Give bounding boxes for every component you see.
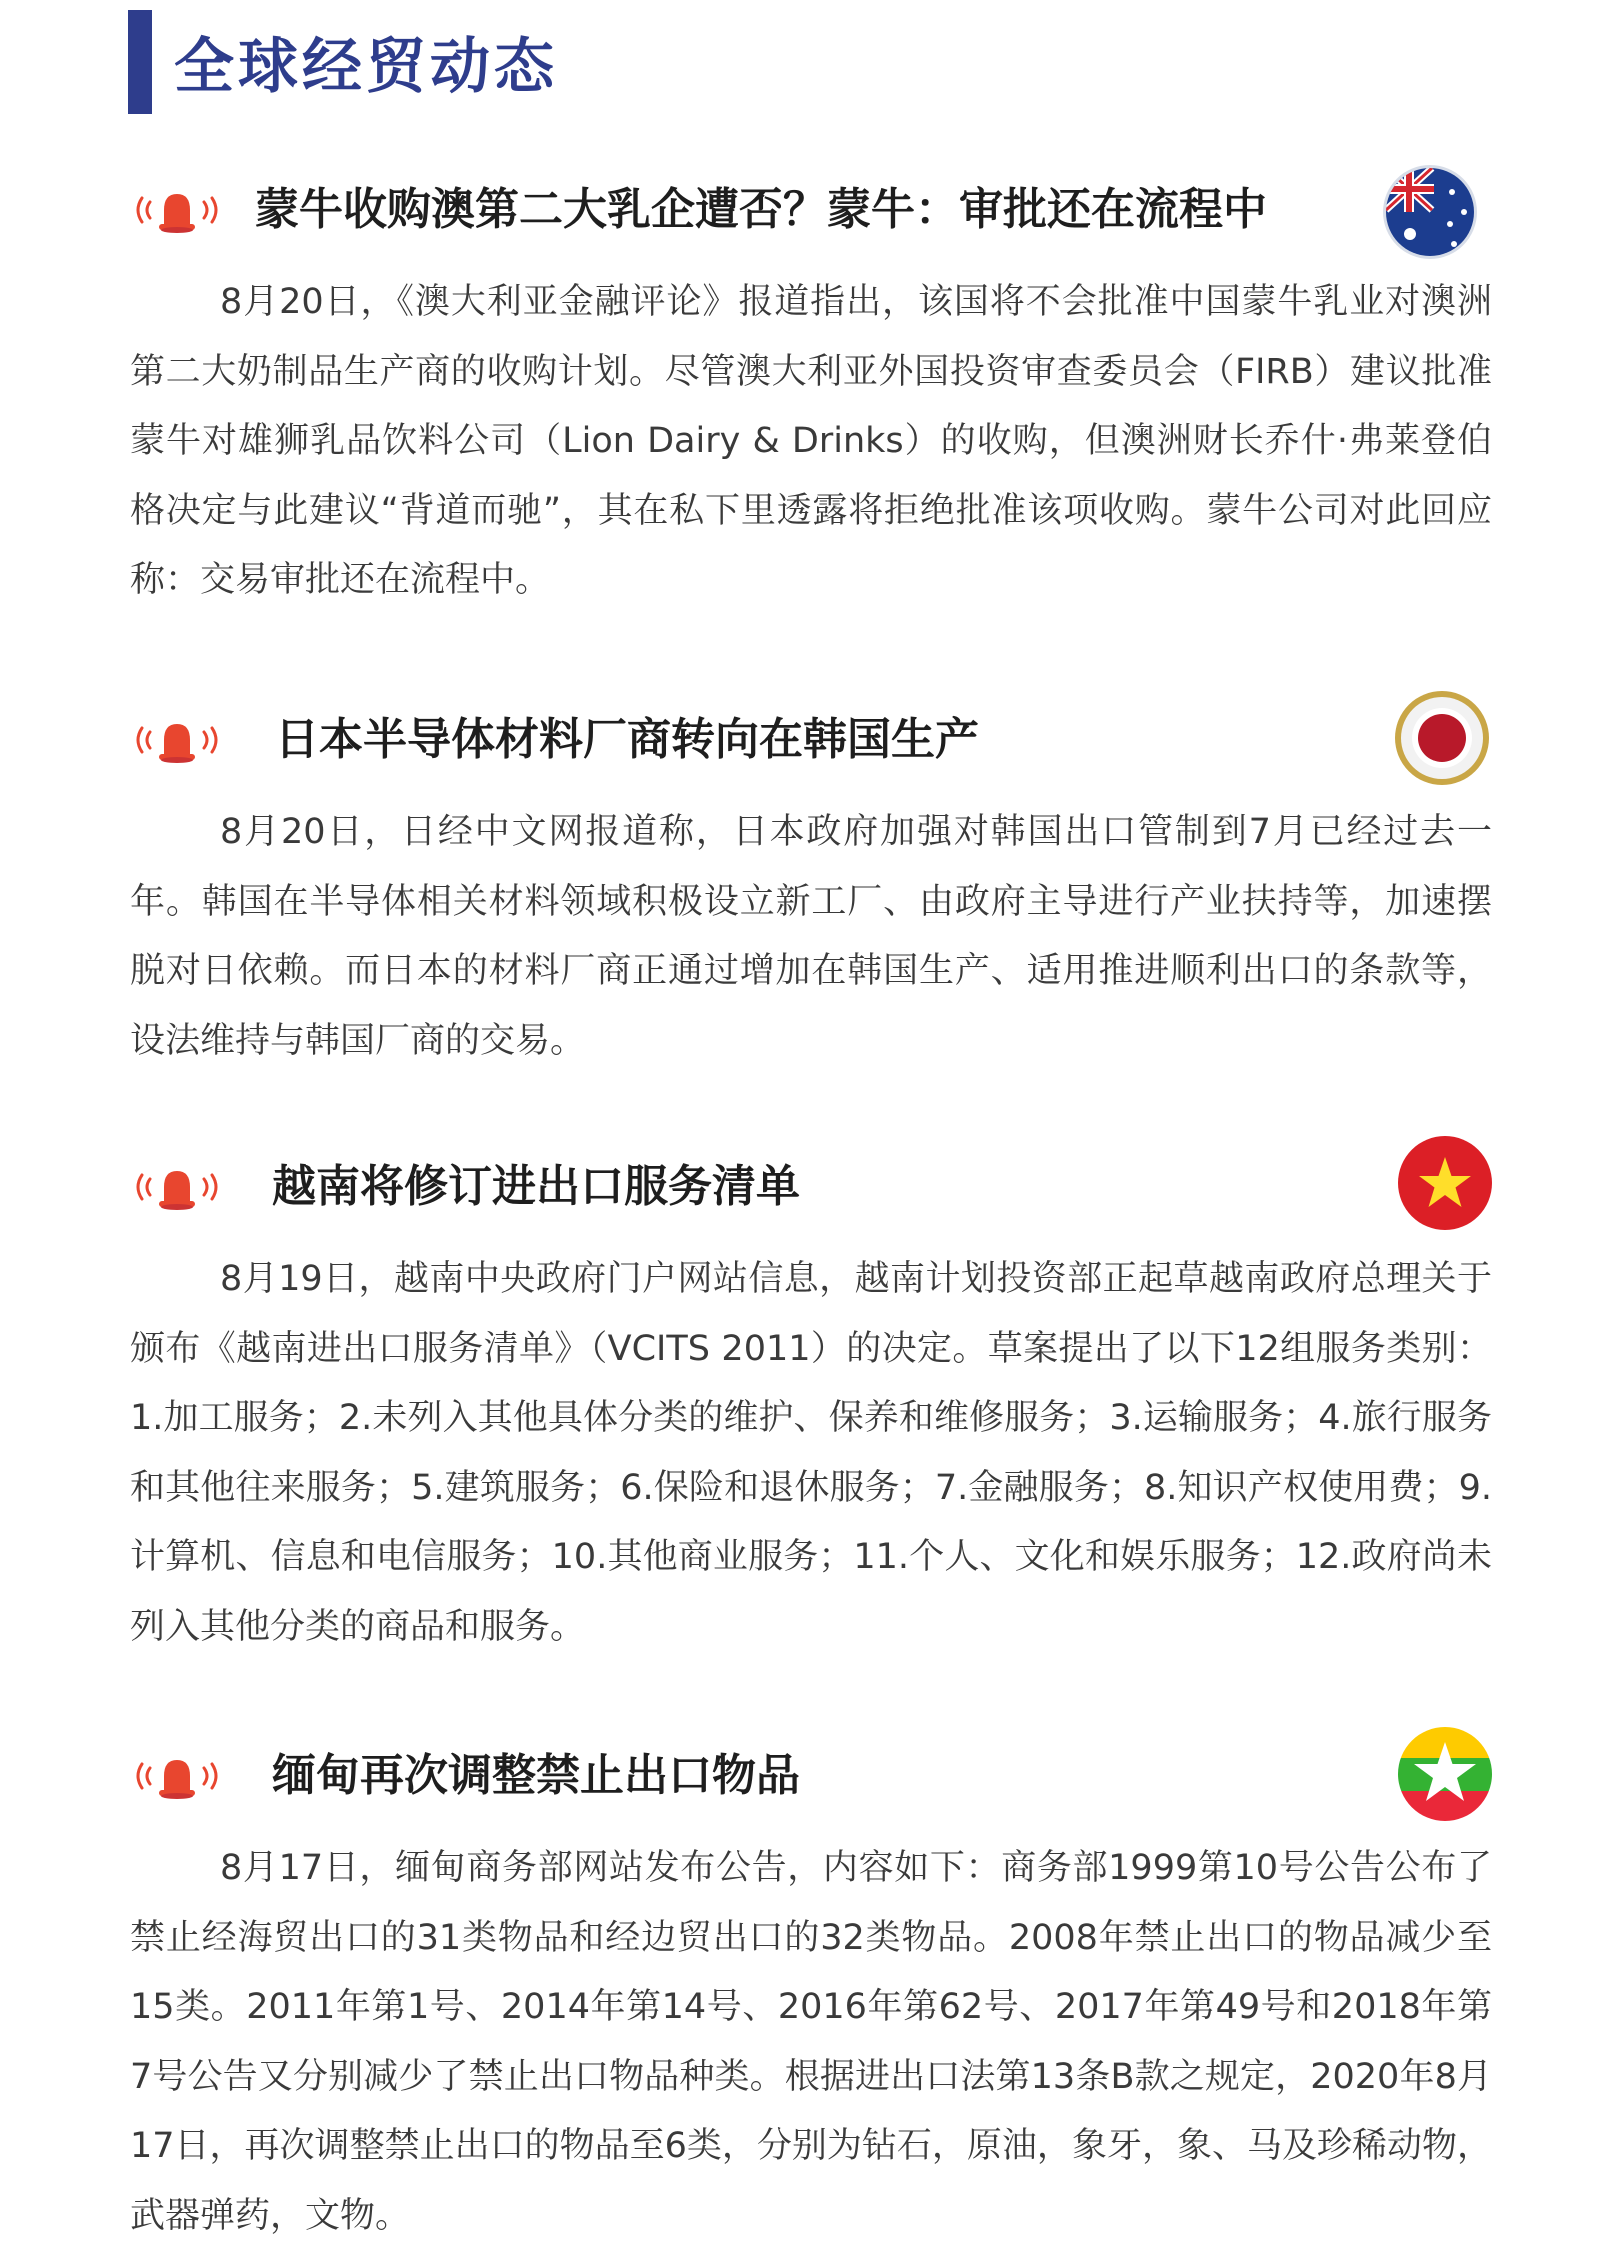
page-header bbox=[128, 10, 558, 114]
alarm-bell-icon bbox=[128, 1157, 226, 1217]
article-1 bbox=[0, 160, 1620, 600]
article-4 bbox=[0, 1726, 1620, 2236]
article-2 bbox=[0, 690, 1620, 1061]
header-accent-bar bbox=[128, 10, 152, 114]
article-title: 日本半导体材料厂商转向在韩国生产 bbox=[275, 714, 979, 765]
article-title: 蒙牛收购澳第二大乳企遭否？蒙牛：审批还在流程中 bbox=[255, 184, 1267, 235]
vietnam-flag-icon bbox=[1395, 1133, 1495, 1233]
alarm-bell-icon bbox=[128, 180, 226, 240]
australia-flag-icon bbox=[1380, 162, 1480, 262]
alarm-bell-icon bbox=[128, 710, 226, 770]
article-body: 8月17日，缅甸商务部网站发布公告，内容如下：商务部1999第10号公告公布了禁止经海贸出口的31类物品和经边贸出口的32类物品。2008年禁止出口的物品减少至15类。2011年第1号、2014年第14号、2016年第62号、2017年第49号和2018年第7号公告又分别减少了禁止出口物品种类。根据进出口法第13条B款之规定，2020年8月17日，再次调整禁止出口的物品至6类，分别为钻石，原油，象牙，象、马及珍稀动物，武器弹药，文物。 bbox=[130, 1848, 1492, 2236]
myanmar-flag-icon bbox=[1395, 1724, 1495, 1824]
article-3 bbox=[0, 1137, 1620, 1647]
japan-flag-icon bbox=[1392, 688, 1492, 788]
article-body: 8月20日，日经中文网报道称，日本政府加强对韩国出口管制到7月已经过去一年。韩国在半导体相关材料领域积极设立新工厂、由政府主导进行产业扶持等，加速摆脱对日依赖。而日本的材料厂商正通过增加在韩国生产、适用推进顺利出口的条款等，设法维持与韩国厂商的交易。 bbox=[130, 812, 1492, 1061]
article-title: 越南将修订进出口服务清单 bbox=[272, 1161, 800, 1212]
article-body: 8月20日，《澳大利亚金融评论》报道指出，该国将不会批准中国蒙牛乳业对澳洲第二大奶制品生产商的收购计划。尽管澳大利亚外国投资审查委员会（FIRB）建议批准蒙牛对雄狮乳品饮料公司（Lion Dairy & Drinks）的收购，但澳洲财长乔什·弗莱登伯格决定与此建议“背道而驰”，其在私下里透露将拒绝批准该项收购。蒙牛公司对此回应称：交易审批还在流程中。 bbox=[130, 282, 1492, 600]
article-body: 8月19日，越南中央政府门户网站信息，越南计划投资部正起草越南政府总理关于颁布《越南进出口服务清单》（VCITS 2011）的决定。草案提出了以下12组服务类别：1.加工服务；2.未列入其他具体分类的维护、保养和维修服务；3.运输服务；4.旅行服务和其他往来服务；5.建筑服务；6.保险和退休服务；7.金融服务；8.知识产权使用费；9.计算机、信息和电信服务；10.其他商业服务；11.个人、文化和娱乐服务；12.政府尚未列入其他分类的商品和服务。 bbox=[130, 1259, 1492, 1647]
article-title: 缅甸再次调整禁止出口物品 bbox=[272, 1750, 800, 1801]
page-title: 全球经贸动态 bbox=[174, 32, 558, 102]
alarm-bell-icon bbox=[128, 1746, 226, 1806]
